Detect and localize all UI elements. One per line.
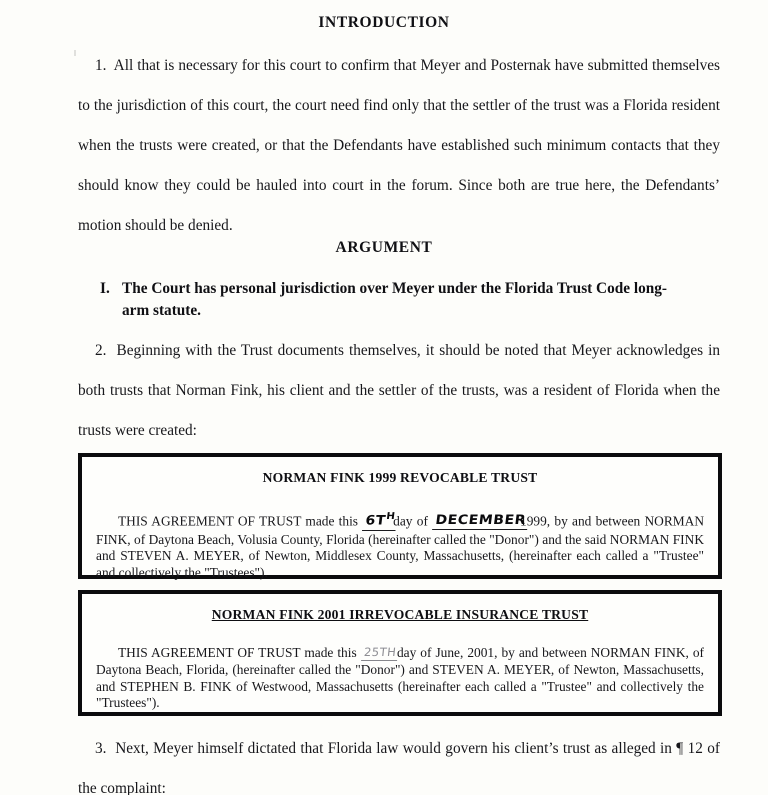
trust-2-body [96, 645, 704, 712]
paragraph-2 [78, 331, 720, 451]
quoted-trust-excerpt-1 [78, 453, 722, 579]
paragraph-3 [78, 729, 720, 795]
handwritten-day-1-suffix: H [385, 511, 396, 522]
paragraph-1-text: All that is necessary for this court to confirm that Meyer and Posternak have submitted themselves to the jurisdiction of this court, the court need find only that the settler of the trust was a Florida resident when the trusts were created, or that the Defendants have established such minimum contacts that they should know they could be hauled into court in the forum. Since both are true here, the Defendants’ motion should be denied. [78, 57, 720, 234]
handwritten-month-1: DECEMBER [432, 513, 529, 530]
trust-1-body [96, 510, 704, 581]
trust-2-text-before-day: THIS AGREEMENT OF TRUST made this [118, 645, 357, 660]
paragraph-2-number: 2. [95, 342, 107, 359]
handwritten-day-1-value: 6T [364, 513, 388, 529]
trust-1-title: NORMAN FINK 1999 REVOCABLE TRUST [262, 470, 538, 485]
trust-1-text-before-day: THIS AGREEMENT OF TRUST made this [118, 513, 359, 529]
handwritten-day-1 [362, 509, 398, 531]
trust-2-title: NORMAN FINK 2001 IRREVOCABLE INSURANCE TRUST [211, 607, 589, 622]
section-heading-text: The Court has personal jurisdiction over Meyer under the Florida Trust Code long-arm statute. [122, 280, 668, 319]
paragraph-3-text: Next, Meyer himself dictated that Florida law would govern his client’s trust as alleged in ¶ 12 of the complaint: [78, 740, 720, 795]
handwritten-day-2: 25TH [361, 644, 399, 661]
section-heading-i [78, 278, 720, 322]
section-roman-numeral: I. [100, 280, 110, 297]
trust-2-text-rest: day of June, 2001, by and between NORMAN FINK, of Daytona Beach, Florida, (hereinafter called the "Donor") and STEVEN A. MEYER, of Newton, Massachusetts, and STEPHEN B. FINK of Westwood, Massachusetts (hereinafter each called a "Trustee" and collectively the "Trustees"). [96, 645, 704, 711]
quoted-trust-excerpt-2 [78, 590, 722, 716]
paragraph-1-number: 1. [95, 57, 107, 74]
trust-1-text-rest: 1999, by and between NORMAN FINK, of Daytona Beach, Volusia County, Florida (hereinafter called the "Donor") and the said NORMAN FINK and STEVEN A. MEYER, of Newton, Middlesex County, Massachusetts, (hereinafter each called a "Trustee" and collectively the "Trustees"). [96, 513, 705, 580]
argument-heading: ARGUMENT [335, 239, 433, 256]
paragraph-1 [78, 46, 720, 246]
trust-1-text-after-day: day of [393, 513, 428, 529]
introduction-heading: INTRODUCTION [318, 14, 450, 31]
paragraph-2-text: Beginning with the Trust documents themselves, it should be noted that Meyer acknowledges in both trusts that Norman Fink, his client and the settler of the trusts, was a resident of Florida when the trusts were created: [78, 342, 720, 439]
paragraph-3-number: 3. [95, 740, 107, 757]
scan-speck [74, 50, 76, 56]
